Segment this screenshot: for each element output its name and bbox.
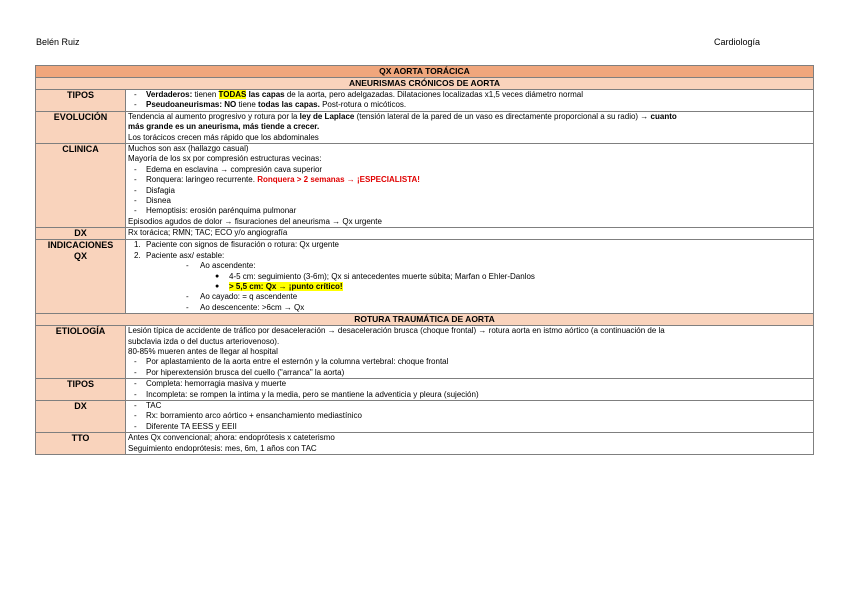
row-tto [36,433,814,455]
highlight: > 5,5 cm: Qx → ¡punto crítico! [229,281,343,291]
list-item: 2. Paciente asx/ estable: [134,250,225,260]
list-item: - Incompleta: se rompen la intima y la media, pero se mantiene la adventicia y pleura (sujeción) [128,390,811,400]
subject-name: Cardiología [714,37,761,47]
highlight: TODAS [218,90,247,99]
label-indicaciones: INDICACIONES QX [36,240,126,314]
text-line: subclavia izda o del ductus arteriovenoso). [128,336,280,346]
list-item: - Ao descencente: >6cm → Qx [128,303,811,313]
label-tipos: TIPOS [36,379,126,401]
text-line: 80-85% mueren antes de llegar al hospital [128,346,278,356]
list-item: ● 4-5 cm: seguimiento (3-6m); Qx si antecedentes muerte súbita; Marfan o Ehler-Danlos [128,272,811,282]
text-line: Los torácicos crecen más rápido que los abdominales [128,132,319,142]
list-item: - Rx: borramiento arco aórtico + ensanchamiento mediastínico [128,411,811,421]
section-title-aneurismas: ANEURISMAS CRÓNICOS DE AORTA [36,78,814,90]
table-title: QX AORTA TORÁCICA [36,66,814,78]
text-line: Tendencia al aumento progresivo y rotura por la ley de Laplace (tensión lateral de la pared de un vaso es directamente proporcional a su radio) → cuanto [128,111,677,121]
list-item: - Verdaderos: tienen TODAS las capas de la aorta, pero adelgazadas. Dilataciones localizadas x1,5 veces diámetro normal [128,90,811,100]
text-line: Antes Qx convencional; ahora: endoprótesis x cateterismo [128,433,335,443]
list-item: - Diferente TA EESS y EEII [128,422,811,432]
list-item: - Ronquera: laringeo recurrente. Ronquera > 2 semanas → ¡ESPECIALISTA! [128,175,811,185]
list-item: - Disnea [128,196,811,206]
list-item: - Ao cayado: = q ascendente [128,292,811,302]
label-dx: DX [36,400,126,432]
label-tipos: TIPOS [36,90,126,112]
text-line: Episodios agudos de dolor → fisuraciones del aneurisma → Qx urgente [128,216,382,226]
list-item: - Disfagia [128,186,811,196]
row-dx-rotura [36,400,814,432]
list-item: - TAC [128,401,811,411]
list-item: - Hemoptisis: erosión parénquima pulmonar [128,206,811,216]
list-item: - Completa: hemorragia masiva y muerte [128,379,811,389]
list-item: - Por aplastamiento de la aorta entre el esternón y la columna vertebral: choque frontal [128,357,811,367]
warning-text: Ronquera > 2 semanas → ¡ESPECIALISTA! [257,175,420,185]
label-tto: TTO [36,433,126,455]
row-clinica [36,144,814,228]
row-etiologia [36,326,814,379]
label-dx: DX [36,228,126,240]
row-tipos-aneurisma [36,90,814,112]
list-item: - Pseudoaneurismas: NO tiene todas las capas. Post-rotura o micóticos. [128,100,811,110]
label-clinica: CLINICA [36,144,126,228]
row-dx-aneurisma [36,228,814,240]
list-item: 1. Paciente con signos de fisuración o rotura: Qx urgente [134,240,339,250]
text-line: Lesión típica de accidente de tráfico por desaceleración → desaceleración brusca (choque frontal) → rotura aorta en istmo aórtico (a continuación de la [128,326,665,336]
list-item: - Edema en esclavina → compresión cava superior [128,165,811,175]
author-name: Belén Ruiz [36,37,80,47]
label-evolucion: EVOLUCIÓN [36,111,126,143]
text-line: Rx torácica; RMN; TAC; ECO y/o angiografía [128,228,288,238]
section-title-rotura: ROTURA TRAUMÁTICA DE AORTA [36,314,814,326]
text-line: Seguimiento endoprótesis: mes, 6m, 1 años con TAC [128,443,317,453]
text-line: más grande es un aneurisma, más tiende a crecer. [128,122,320,132]
list-item [128,282,811,292]
summary-table [35,65,814,455]
row-evolucion [36,111,814,143]
row-indicaciones [36,240,814,314]
list-item: - Ao ascendente: [128,261,811,271]
text-line: Muchos son asx (hallazgo casual) [128,144,249,154]
list-item: - Por hiperextensión brusca del cuello ("arranca" la aorta) [128,368,811,378]
row-tipos-rotura [36,379,814,401]
label-etiologia: ETIOLOGÍA [36,326,126,379]
text-line: Mayoría de los sx por compresión estructuras vecinas: [128,154,322,164]
